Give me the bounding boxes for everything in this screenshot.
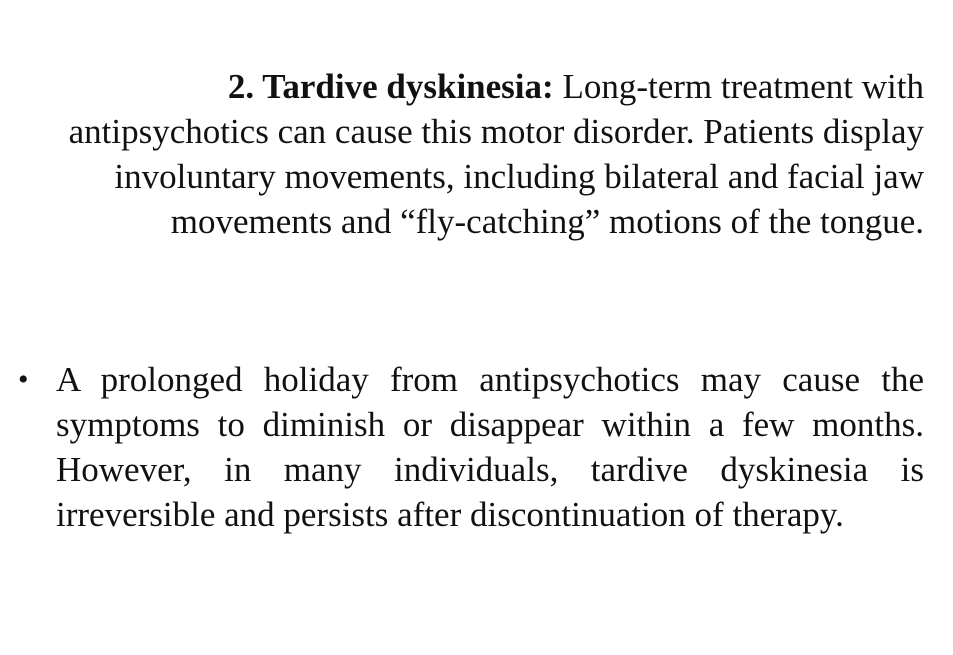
bullet-text: A prolonged holiday from antipsychotics may cause the symptoms to diminish or disappear within a few months. However, in many individuals, tardive dyskinesia is irreversible and persists after discontinuation of therapy. bbox=[56, 360, 924, 534]
point-body: Long-term treatment with antipsychotics can cause this motor disorder. Patients display involuntary movements, including bilateral and facial jaw movements and “fly-catching” motions of the tongue. bbox=[68, 67, 924, 241]
list-item bbox=[18, 357, 924, 537]
bullet-list bbox=[18, 357, 924, 537]
tardive-dyskinesia-paragraph bbox=[60, 64, 924, 244]
bullet-icon: • bbox=[18, 363, 29, 396]
point-heading: 2. Tardive dyskinesia: bbox=[227, 67, 554, 106]
